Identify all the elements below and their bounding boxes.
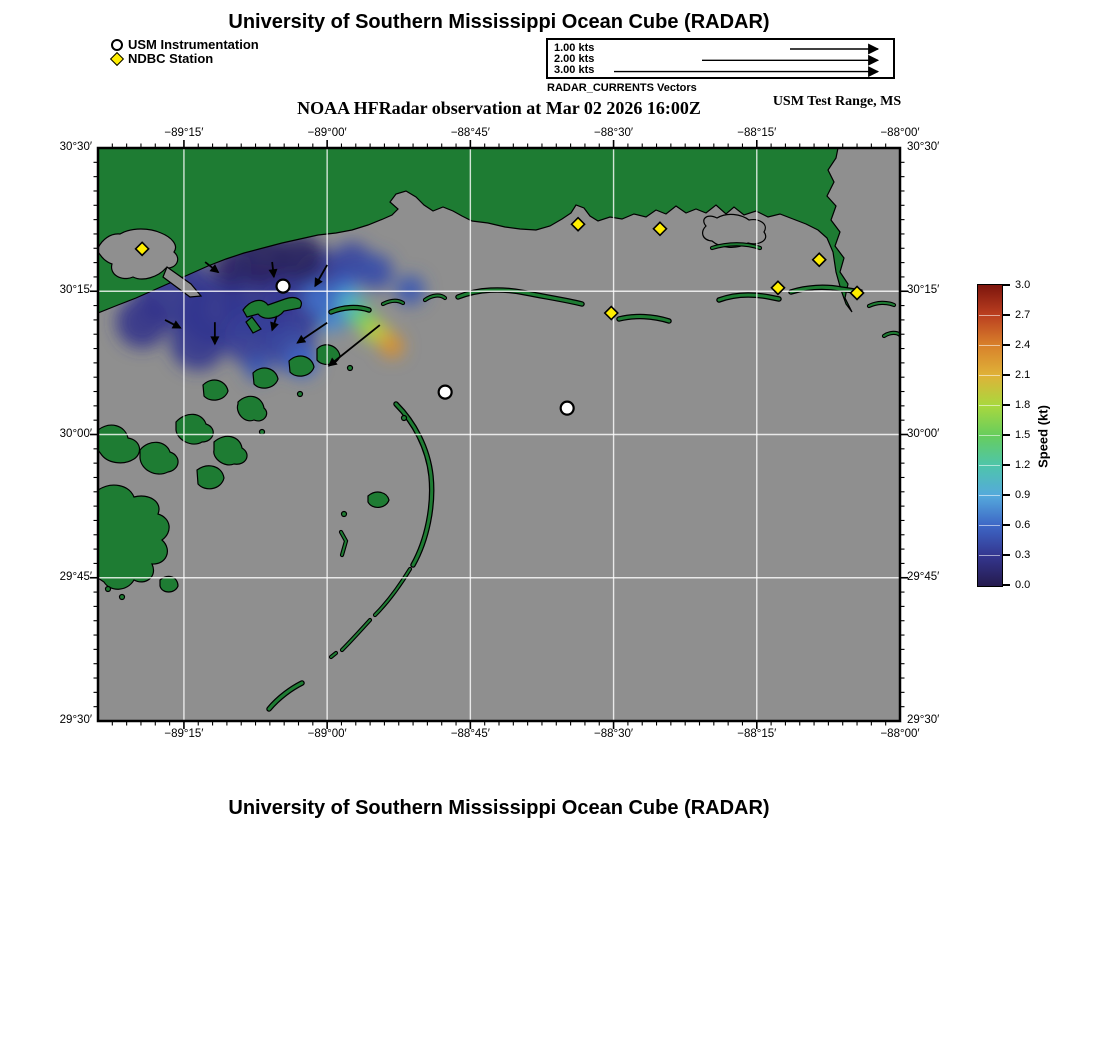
marsh-island [203,380,228,400]
legend-ndbc-label: NDBC Station [128,51,214,66]
colorbar-gridline [979,555,1000,556]
colorbar-gridline [979,525,1000,526]
colorbar-title: Speed (kt) [1035,405,1051,468]
x-tick-label-bottom: −88°30′ [594,728,634,740]
colorbar-tick [1003,344,1010,346]
marsh-island [253,368,278,388]
usm-circle-marker-icon [111,39,123,51]
observation-subtitle: NOAA HFRadar observation at Mar 02 2026 16:00Z [297,98,701,118]
colorbar-gridline [979,375,1000,376]
map-canvas [88,138,910,731]
colorbar-tick-label: 0.6 [1015,518,1031,531]
colorbar-tick [1003,494,1010,496]
colorbar-tick-label: 2.1 [1015,368,1031,381]
colorbar-tick [1003,464,1010,466]
colorbar-tick [1003,404,1010,406]
colorbar-tick-label: 2.4 [1015,338,1031,351]
marsh-island [160,576,178,592]
key-2kt-label: 2.00 kts [554,53,595,65]
y-tick-label-left: 30°15′ [59,284,92,297]
colorbar-tick [1003,314,1010,316]
legend-usm-label: USM Instrumentation [128,37,259,52]
x-tick-label-top: −88°30′ [594,127,634,139]
colorbar-tick [1003,584,1010,586]
speed-spot [380,334,404,358]
x-tick-label-bottom: −88°15′ [737,728,777,740]
marsh-island [197,466,224,489]
colorbar-tick-label: 2.7 [1015,308,1031,321]
islet [298,392,303,397]
colorbar-tick-label: 1.5 [1015,428,1031,441]
colorbar-tick [1003,284,1010,286]
x-tick-label-bottom: −88°45′ [450,728,490,740]
key-1kt-label: 1.00 kts [554,42,595,54]
key-3kt-label: 3.00 kts [554,64,595,76]
page-title: University of Southern Mississippi Ocean Cube (RADAR) [228,11,770,33]
colorbar [977,284,1003,587]
y-tick-label-left: 29°45′ [59,570,92,583]
islet [348,366,353,371]
usm-instrumentation-marker [561,402,574,415]
y-tick-label-right: 30°30′ [907,141,940,153]
colorbar-tick-label: 1.2 [1015,458,1031,471]
x-tick-label-top: −88°45′ [450,127,490,139]
x-tick-label-bottom: −89°15′ [164,728,204,740]
colorbar-tick-label: 0.9 [1015,488,1031,501]
range-label: USM Test Range, MS [772,94,902,109]
x-tick-label-top: −89°15′ [164,127,204,139]
colorbar-tick [1003,554,1010,556]
ndbc-diamond-marker-icon [110,52,124,66]
speed-spot [303,283,333,313]
colorbar-gridline [979,465,1000,466]
y-tick-label-right: 30°00′ [907,427,940,440]
islet [402,416,407,421]
colorbar-tick-label: 0.0 [1015,578,1031,591]
vector-scale-arrows [548,40,893,77]
island-blob [368,492,389,507]
speed-spot [357,254,393,290]
colorbar-tick-label: 1.8 [1015,398,1031,411]
x-tick-label-bottom: −89°00′ [307,728,347,740]
usm-instrumentation-marker [277,280,290,293]
x-tick-label-top: −88°15′ [737,127,777,139]
colorbar-gridline [979,345,1000,346]
islet [260,430,265,435]
colorbar-gridline [979,495,1000,496]
y-tick-label-right: 30°15′ [907,284,940,297]
colorbar-tick [1003,524,1010,526]
marsh-island [289,356,314,376]
y-tick-label-left: 29°30′ [59,714,92,726]
colorbar-gridline [979,405,1000,406]
vector-key-caption: RADAR_CURRENTS Vectors [547,82,697,94]
x-tick-label-top: −89°00′ [307,127,347,139]
y-tick-label-right: 29°45′ [907,570,940,583]
islet [106,587,111,592]
x-tick-label-bottom: −88°00′ [880,728,920,740]
colorbar-gridline [979,435,1000,436]
colorbar-gridline [979,315,1000,316]
vector-scale-box [546,38,895,79]
y-tick-label-left: 30°00′ [59,427,92,440]
y-tick-label-right: 29°30′ [907,714,940,726]
bottom-title: University of Southern Mississippi Ocean Cube (RADAR) [228,797,770,819]
colorbar-tick-label: 3.0 [1015,278,1031,291]
colorbar-gradient [978,285,1002,586]
x-tick-label-top: −88°00′ [880,127,920,139]
colorbar-tick [1003,374,1010,376]
usm-instrumentation-marker [439,386,452,399]
islet [342,512,347,517]
speed-spot [170,314,226,370]
colorbar-tick-label: 0.3 [1015,548,1031,561]
islet [120,595,125,600]
y-tick-label-left: 30°30′ [59,141,92,153]
speed-spot [116,296,168,348]
colorbar-tick [1003,434,1010,436]
